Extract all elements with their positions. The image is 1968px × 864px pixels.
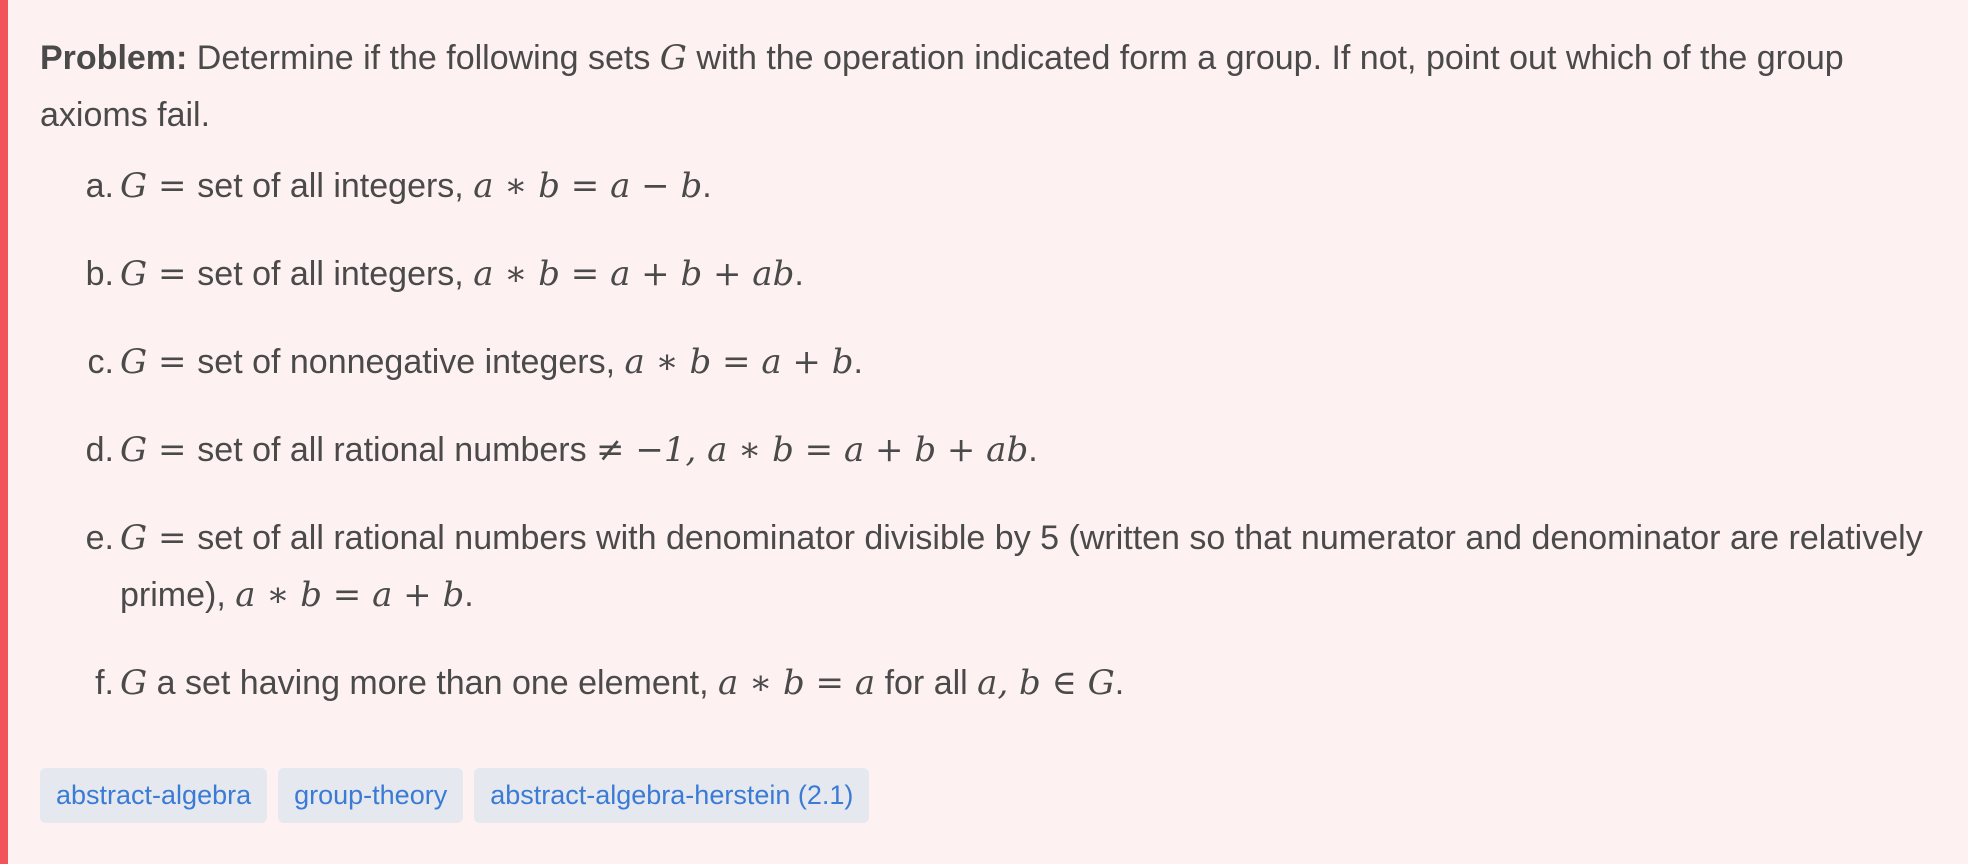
problem-label: Problem: [40, 39, 188, 77]
part-tail: . [1114, 664, 1125, 702]
part-formula: a ∗ b = a − b [473, 166, 703, 206]
parts-list [40, 158, 1930, 712]
part-marker: b. [85, 255, 114, 293]
part-text: set of all integers, [197, 167, 474, 205]
part-var: G [120, 342, 148, 382]
list-item [40, 655, 1930, 712]
part-eq: = [147, 166, 198, 206]
tag-group-theory[interactable]: group-theory [278, 768, 463, 823]
list-item [40, 334, 1930, 391]
tag-list [40, 768, 869, 823]
part-formula: ≠ −1, a ∗ b = a + b + ab [596, 430, 1029, 470]
part-formula-2: a, b ∈ G [977, 663, 1115, 703]
part-formula: a ∗ b = a + b [624, 342, 854, 382]
part-tail: . [464, 576, 474, 614]
accent-bar [0, 0, 8, 864]
problem-set-var: G [659, 38, 687, 78]
part-tail: . [794, 255, 804, 293]
part-tail: . [702, 167, 712, 205]
problem-statement [40, 30, 1930, 144]
list-item [40, 422, 1930, 479]
part-formula: a ∗ b = a + b [235, 575, 465, 615]
part-var: G [120, 430, 148, 470]
part-text-2: for all [875, 664, 978, 702]
problem-card [40, 30, 1930, 743]
part-text: set of nonnegative integers, [197, 343, 625, 381]
tag-abstract-algebra-herstein[interactable]: abstract-algebra-herstein (2.1) [474, 768, 869, 823]
problem-text-before: Determine if the following sets [187, 39, 660, 77]
part-var: G [120, 518, 148, 558]
part-eq: = [147, 342, 198, 382]
part-marker: c. [87, 343, 114, 381]
part-var: G [120, 663, 148, 703]
part-text: a set having more than one element, [156, 664, 718, 702]
part-eq: = [147, 254, 198, 294]
part-eq: = [147, 430, 198, 470]
part-marker: a. [85, 167, 114, 205]
part-var: G [120, 166, 148, 206]
list-item [40, 246, 1930, 303]
part-tail: . [853, 343, 863, 381]
part-marker: d. [85, 431, 114, 469]
list-item [40, 510, 1930, 624]
part-text: set of all rational numbers with denominator divisible by 5 (written so that numerator and denominator are relatively prime), [120, 519, 1923, 614]
part-text: set of all rational numbers [197, 431, 597, 469]
part-eq [147, 664, 156, 702]
part-var: G [120, 254, 148, 294]
list-item [40, 158, 1930, 215]
problem-text-after: with the operation indicated form a group. If not, point out which of the group axioms fail. [40, 39, 1844, 134]
part-formula: a ∗ b = a + b + ab [473, 254, 795, 294]
part-eq: = [147, 518, 198, 558]
tag-abstract-algebra[interactable]: abstract-algebra [40, 768, 267, 823]
part-marker: f. [95, 664, 114, 702]
part-marker: e. [85, 519, 114, 557]
part-formula: a ∗ b = a [717, 663, 876, 703]
part-tail: . [1028, 431, 1038, 469]
part-text: set of all integers, [197, 255, 474, 293]
